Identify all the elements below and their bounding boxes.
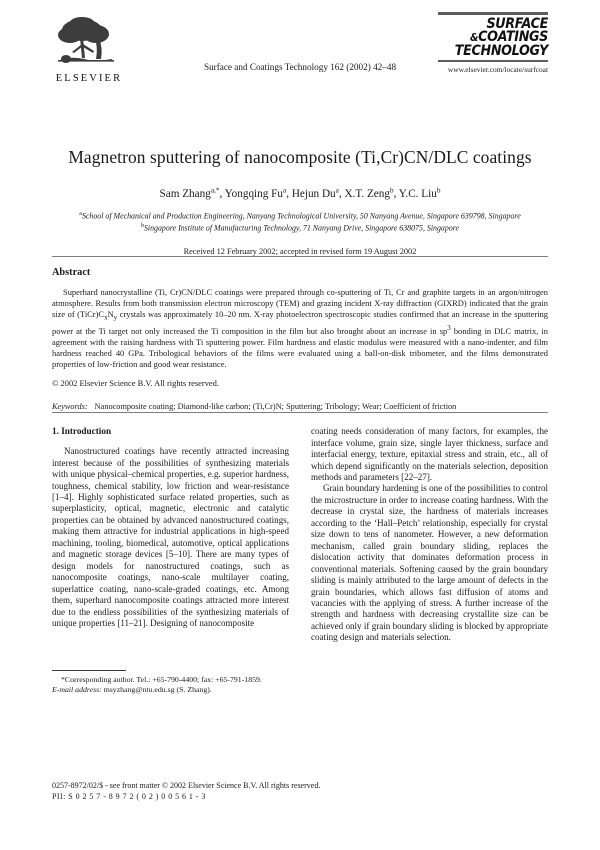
footnote-corresponding-author: *Corresponding author. Tel.: +65-790-4400; fax: +65-791-1859. [61,674,262,684]
author-name: Sam Zhang [159,187,211,200]
author-sup: b [389,185,394,194]
journal-url[interactable]: www.elsevier.com/locate/surfcoat [447,64,548,74]
publisher-name: ELSEVIER [55,73,123,84]
affiliation-item [52,209,548,222]
body-columns [52,426,548,694]
journal-brand [424,12,548,74]
footnote-rule [52,670,126,671]
section-heading-introduction: 1. Introduction [52,426,112,437]
author-entry [398,185,441,200]
right-column [311,426,548,678]
page-title: Magnetron sputtering of nanocomposite (Ti,Cr)CN/DLC coatings [68,147,532,167]
journal-reference: Surface and Coatings Technology 162 (2002) 42–48 [203,62,397,72]
footnote-block [52,665,289,694]
formula-sub-y: y [113,313,118,322]
pii-line: PII: S 0 2 5 7 - 8 9 7 2 ( 0 2 ) 0 0 5 6 1 - 3 [52,791,206,801]
abstract-part-3: bonding in DLC matrix, in agreement with the raising hardness with Ti sputtering power. Film hardness and elastic modulus were measured with a nano-indenter, and film hardness reached 40 GPa. Tribological behaviors of the films were evaluated using a ball-on-disk tribometer, and the films demonstrated properties of low-friction and good wear resistance. [52,326,548,369]
footnote-email-label: E-mail address: [52,684,102,694]
author-entry [224,185,287,200]
author-name: Y.C. Liu [398,187,437,200]
author-entry [159,185,220,200]
paragraph-intro-left: Nanostructured coatings have recently attracted increasing interest because of the possibilities of synthesizing materials with unique physical–chemical properties, e.g. superior hardness, toughness, chemical stability, low friction and wear-resistance [1–4]. Highly sophisticated surface related properties, such as superplasticity, optical, magnetic, electronic and catalytic properties can be obtained by advanced nanostructured coatings, making them attractive for industrial applications in high-speed machining, tooling, biomedical, automotive, optical applications and magnetic storage devices [5–10]. There are many types of design models for nanostructured coatings, such as nanocomposite coatings, nano-scale multilayer coating, superlattice coating, nano-scale-graded coatings, etc. Among them, superhard nanocomposite coatings attracted more interest due to the endless possibilities of the synthesizing materials of unique properties [11–21]. Designing of nanocomposite [52,446,289,628]
author-name: Yongqing Fu [224,187,283,200]
abstract-heading: Abstract [52,266,91,278]
abstract-copyright: © 2002 Elsevier Science B.V. All rights reserved. [52,378,220,389]
formula-n: N [107,308,114,319]
keywords-line [52,401,548,412]
abstract-part-1: Superhard nanocrystalline (Ti, Cr)CN/DLC coatings were prepared through co-sputtering of Ti, Cr and graphite targets in an argon/nitrogen atmosphere. Results from both transmission electron microscopy (TEM) and grazing incident X-ray diffraction (GIXRD) indicated that the grain size of (TiCr)C [52,286,548,319]
abstract-text [52,287,548,370]
author-name: Hejun Du [291,187,336,200]
author-sup: b [436,185,441,194]
brand-title-line1: SURFACE [486,15,548,32]
abstract-bottom-rule [52,412,548,413]
footnote-email [52,685,289,695]
affiliation-sup: a [79,210,82,217]
publisher-logo [52,14,124,84]
sp3-superscript: 3 [447,324,451,333]
author-sup: a [335,185,339,194]
abstract-top-rule [52,256,548,257]
affiliation-text: Singapore Institute of Manufacturing Technology, 71 Nanyang Drive, Singapore 638075, Singapore [143,223,460,233]
keywords-label: Keywords: [52,402,88,412]
page-footer [52,781,320,802]
left-column [52,426,289,694]
brand-ampersand: & [470,31,479,45]
formula-sub-x: x [104,313,108,322]
brand-title-coatings: COATINGS [478,29,548,46]
author-name: X.T. Zeng [344,187,390,200]
author-sup: a,* [210,185,220,194]
received-line: Received 12 February 2002; accepted in revised form 19 August 2002 [183,246,417,256]
masthead [52,0,548,120]
author-list: Sam Zhang$^{a,*}$, Yongqing Fu$^a$, Hejun Du$^a$, X.T. Zeng$^b$, Y.C. Liu$^b$ [159,185,441,200]
author-sup: a [282,185,287,194]
issn-line: 0257-8972/02/$ - see front matter © 2002 Elsevier Science B.V. All rights reserved. [52,781,321,791]
author-entry [291,185,339,200]
affiliation-list [52,209,548,234]
title-block [52,146,548,256]
affiliation-sup: b [140,223,144,230]
author-entry [344,185,394,200]
abstract-part-2: crystals was approximately 10–20 nm. X-ray photoelectron spectroscopic studies confirmed that an increase in the sputtering power at the Ti target not only increased the Ti composition in the film but also brought about an increase in sp [52,308,548,337]
affiliation-text: School of Mechanical and Production Engineering, Nanyang Technological University, 50 Nanyang Avenue, Singapore 639798, Singapore [81,211,521,221]
brand-rule-top [438,12,548,15]
footnote-email-value[interactable]: msyzhang@ntu.edu.sg (S. Zhang). [103,684,212,694]
affiliation-item [52,221,548,234]
paragraph-grain-boundary: Grain boundary hardening is one of the possibilities to control the microstructure in order to increase coating hardness. With the decrease in crystal size, the hardness of materials increases according to the ‘Hall–Petch’ relationship, especially for crystal size down to tens of nanometer. However, a new deformation mechanism, called grain boundary sliding, replaces the dislocation activity that dominates deformation process in conventional materials. Softening caused by the grain boundary sliding is mainly attributed to the large amount of defects in the grain boundaries, which allows fast diffusion of atoms and vacancies with the applying of stress. A further increase of the strength and hardness with decreasing crystallite size can be achieved only if grain boundary sliding is blocked by appropriate coating design and materials selection. [311,483,548,643]
brand-title-line3: TECHNOLOGY [454,42,548,59]
brand-rule-bottom [438,60,548,62]
paragraph-intro-right-continued: coating needs consideration of many factors, for examples, the interface volume, grain size, single layer thickness, surface and interfacial energy, texture, epitaxial stress and strain, etc., all of which depend significantly on the materials selection, deposition methods and parameters [22–27]. [311,426,548,482]
keywords-text: Nanocomposite coating; Diamond-like carbon; (Ti,Cr)N; Sputtering; Tribology; Wear; Coefficient of friction [94,402,457,412]
